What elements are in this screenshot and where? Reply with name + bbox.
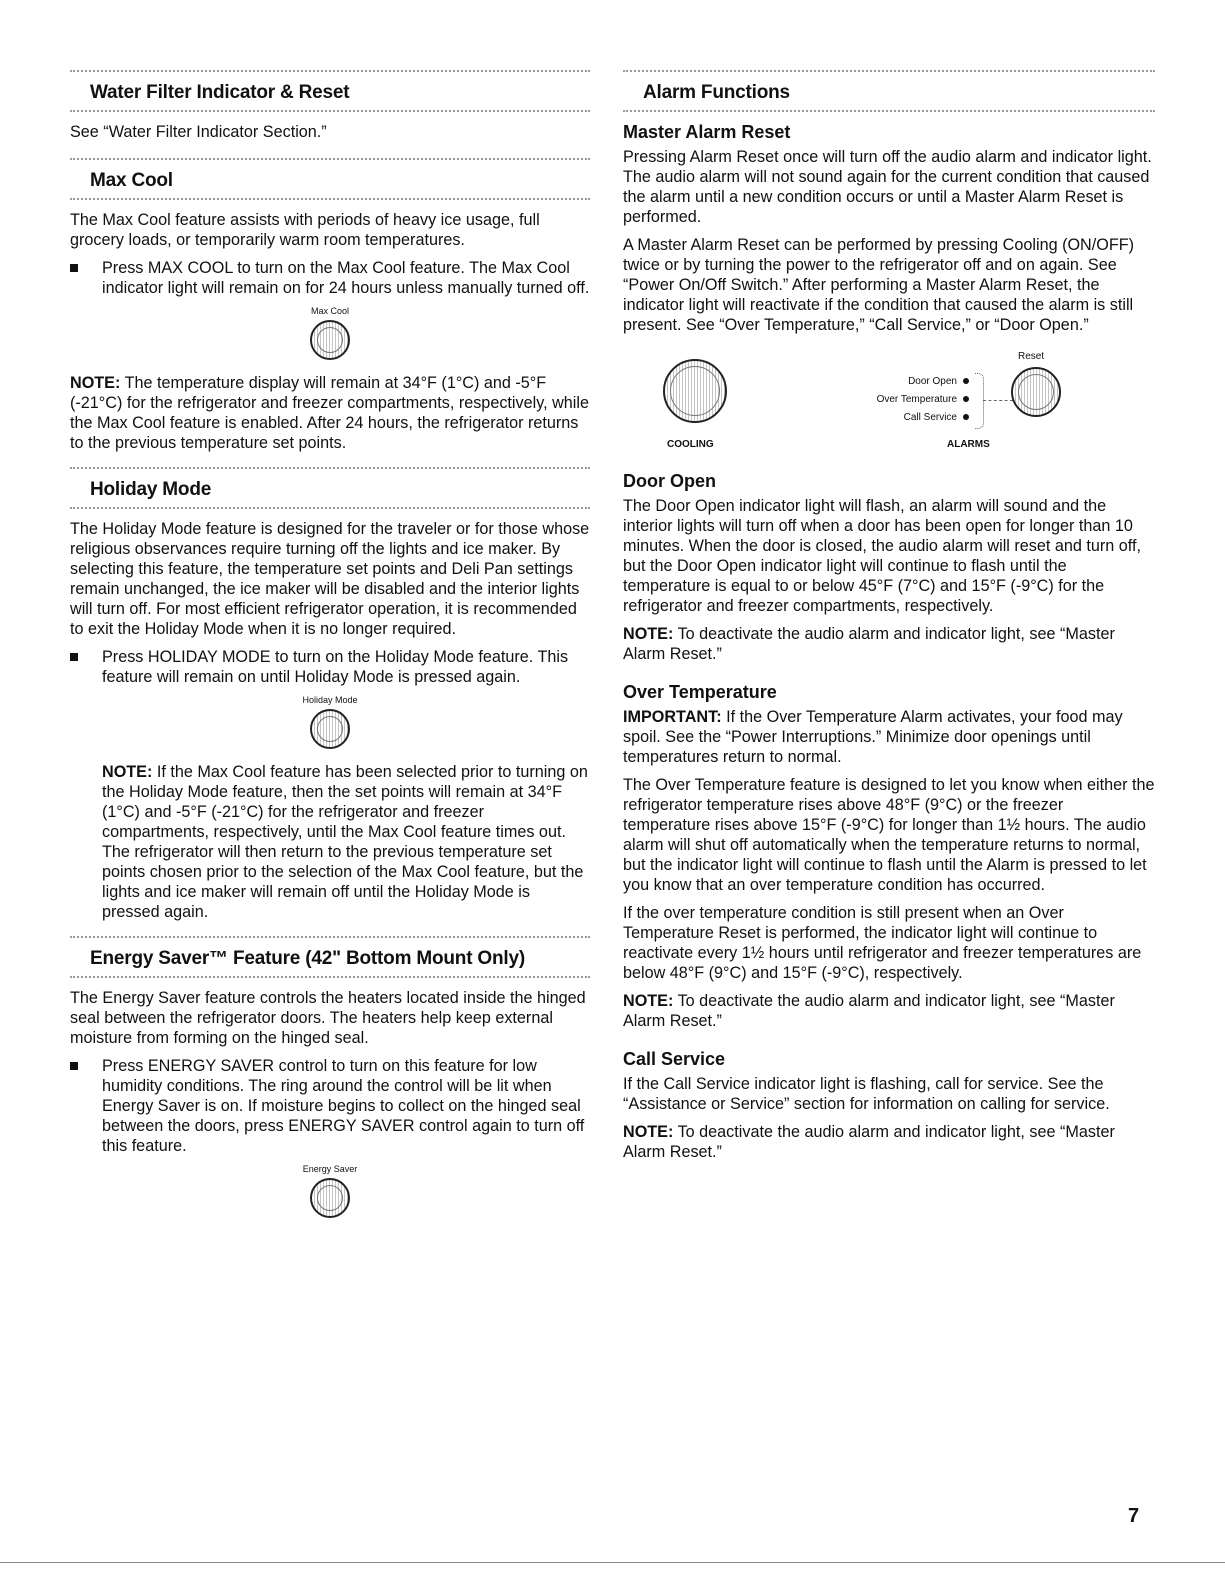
call-service-note: [623, 1122, 1155, 1162]
indicator-bracket: [975, 373, 984, 429]
over-temp-p3: If the over temperature condition is still present when an Over Temperature Reset is performed, the indicator light will continue to reactivate every 1½ hours until refrigerator and freezer temperatures are below 48°F (9°C) and 15°F (-9°C), respectively.: [623, 904, 1142, 982]
note-label: NOTE:: [623, 1123, 674, 1141]
indicator-light-icon: [963, 414, 969, 420]
energy-button-label: Energy Saver: [302, 1164, 358, 1174]
important-label: IMPORTANT:: [623, 708, 722, 726]
alarm-reset-button-icon: [1011, 367, 1061, 417]
cooling-label: COOLING: [667, 439, 714, 450]
page-number: 7: [1128, 1505, 1140, 1527]
max-cool-note: [70, 373, 590, 453]
note-label: NOTE:: [102, 763, 153, 781]
holiday-figure: [70, 695, 590, 754]
over-temp-important-text: If the Over Temperature Alarm activates, your food may spoil. See the “Power Interruptions.” Minimize door openings until temperatures return to normal.: [623, 708, 1123, 766]
holiday-bullet: Press HOLIDAY MODE to turn on the Holiday Mode feature. This feature will remain on until Holiday Mode is pressed again.: [70, 647, 590, 687]
alarm-heading: Alarm Functions: [643, 82, 790, 103]
indicator-light-icon: [963, 378, 969, 384]
max-cool-button-label: Max Cool: [310, 306, 349, 316]
alarm-heading-bar: [623, 70, 1155, 112]
max-cool-heading: Max Cool: [90, 170, 173, 191]
cooling-button-icon: [663, 359, 727, 423]
water-filter-text: See “Water Filter Indicator Section.”: [70, 123, 327, 141]
energy-heading-bar: [70, 936, 590, 978]
over-temp-title: Over Temperature: [623, 682, 777, 702]
over-temp-note: [623, 991, 1155, 1031]
door-open-note: [623, 624, 1155, 664]
max-cool-intro: The Max Cool feature assists with periods of heavy ice usage, full grocery loads, or temporarily warm room temperatures.: [70, 211, 540, 249]
over-temp-important: [623, 707, 1155, 767]
indicator-light-icon: [963, 396, 969, 402]
holiday-note: [70, 762, 590, 922]
left-column: [70, 70, 590, 1231]
note-label: NOTE:: [70, 374, 121, 392]
holiday-heading: Holiday Mode: [90, 479, 212, 500]
note-label: NOTE:: [623, 992, 674, 1010]
energy-intro: The Energy Saver feature controls the heaters located inside the hinged seal between the refrigerator doors. The heaters help keep external moisture from forming on the hinged seal.: [70, 989, 586, 1047]
energy-heading: Energy Saver™ Feature (42" Bottom Mount Only): [90, 948, 525, 969]
holiday-heading-bar: [70, 467, 590, 509]
max-cool-heading-bar: [70, 158, 590, 200]
energy-bullet: Press ENERGY SAVER control to turn on this feature for low humidity conditions. The ring around the control will be lit when Energy Saver is on. If moisture begins to collect on the hinged seal between the doors, press ENERGY SAVER control again to turn off this feature.: [70, 1056, 590, 1156]
holiday-button-label: Holiday Mode: [302, 695, 358, 705]
alarm-indicator-list: [849, 373, 969, 427]
door-open-p1: The Door Open indicator light will flash, an alarm will sound and the interior lights will turn off when a door has been open for longer than 10 minutes. When the door is closed, the audio alarm will reset and turn off, but the Door Open indicator light will continue to flash until the temperature is equal to or below 45°F (7°C) and 15°F (-9°C) for the refrigerator and freezer compartments, respectively.: [623, 497, 1141, 615]
alarm-panel-figure: [623, 343, 1155, 463]
max-cool-button-icon: [310, 320, 350, 360]
holiday-note-text: If the Max Cool feature has been selected prior to turning on the Holiday Mode feature, then the set points will remain at 34°F (1°C) and -5°F (-21°C) for the refrigerator and freezer compartments, respectively, until the Max Cool feature times out. The refrigerator will then return to the previous temperature set points chosen prior to the selection of the Max Cool feature, but the lights and ice maker will remain off until the Holiday Mode is pressed again.: [102, 763, 588, 921]
reset-label: Reset: [1018, 351, 1045, 362]
alarms-label: ALARMS: [947, 439, 990, 450]
max-cool-note-text: The temperature display will remain at 34°F (1°C) and -5°F (-21°C) for the refrigerator and freezer compartments, respectively, while the Max Cool feature is enabled. After 24 hours, the refrigerator returns to the previous temperature set points.: [70, 374, 589, 452]
holiday-button-icon: [310, 709, 350, 749]
call-service-note-text: To deactivate the audio alarm and indicator light, see “Master Alarm Reset.”: [623, 1123, 1115, 1161]
master-reset-title: Master Alarm Reset: [623, 122, 791, 142]
master-reset-p1: Pressing Alarm Reset once will turn off the audio alarm and indicator light. The audio alarm will not sound again for the current condition that caused the alarm until a new condition occurs or until a Master Alarm Reset is performed.: [623, 148, 1152, 226]
bracket-connector: [983, 400, 1013, 401]
water-filter-heading: Water Filter Indicator & Reset: [90, 82, 350, 103]
master-reset-p2: A Master Alarm Reset can be performed by pressing Cooling (ON/OFF) twice or by turning the power to the refrigerator off and on again. See “Power On/Off Switch.” After performing a Master Alarm Reset, the indicator light will reactivate if the condition that caused the alarm is still present. See “Over Temperature,” “Call Service,” or “Door Open.”: [623, 236, 1134, 334]
door-open-note-text: To deactivate the audio alarm and indicator light, see “Master Alarm Reset.”: [623, 625, 1115, 663]
call-service-title: Call Service: [623, 1049, 726, 1069]
call-service-p1: If the Call Service indicator light is flashing, call for service. See the “Assistance or Service” section for information on calling for service.: [623, 1075, 1110, 1113]
indicator-call-service: Call Service: [849, 409, 969, 427]
water-filter-heading-bar: [70, 70, 590, 112]
indicator-door-open: Door Open: [849, 373, 969, 391]
over-temp-note-text: To deactivate the audio alarm and indicator light, see “Master Alarm Reset.”: [623, 992, 1115, 1030]
indicator-over-temperature: Over Temperature: [849, 391, 969, 409]
footer-rule: [0, 1562, 1225, 1563]
door-open-title: Door Open: [623, 471, 716, 491]
right-column: [623, 70, 1155, 1170]
energy-button-icon: [310, 1178, 350, 1218]
max-cool-bullet: Press MAX COOL to turn on the Max Cool feature. The Max Cool indicator light will remain on for 24 hours unless manually turned off.: [70, 258, 590, 298]
max-cool-figure: [70, 306, 590, 365]
note-label: NOTE:: [623, 625, 674, 643]
holiday-intro: The Holiday Mode feature is designed for the traveler or for those whose religious observances require turning off the lights and ice maker. By selecting this feature, the temperature set points and Deli Pan settings remain unchanged, the ice maker will be disabled and the interior lights will turn off. For most efficient refrigerator operation, it is recommended to exit the Holiday Mode when it is no longer required.: [70, 520, 590, 638]
energy-figure: [70, 1164, 590, 1223]
over-temp-p2: The Over Temperature feature is designed to let you know when either the refrigerator temperature rises above 48°F (9°C) or the freezer temperature rises above 15°F (-9°C) for longer than 1½ hours. The audio alarm will shut off automatically when the temperature returns to normal, but the indicator light will continue to flash until the Alarm is pressed to let you know that an over temperature condition has occurred.: [623, 776, 1155, 894]
